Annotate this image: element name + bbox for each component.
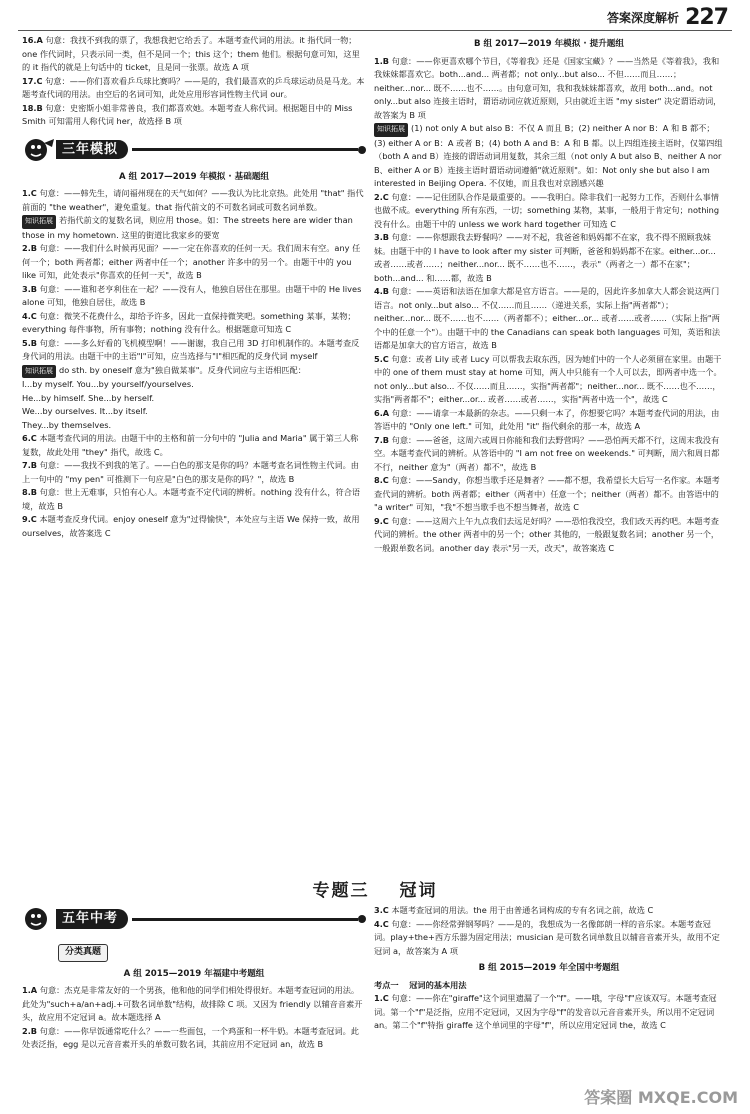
category-banner: 分类真题	[58, 944, 108, 962]
answer-item	[22, 187, 366, 214]
answer-item	[22, 1025, 366, 1052]
answer-text: We...by ourselves. It...by itself.	[22, 406, 148, 416]
answer-text: 本题考查代词的用法。由题干中的主格和前一分句中的 "Julia and Maria" 属于第三人称复数，故此处用 "they" 指代，故选 C。	[22, 433, 359, 457]
knowledge-tag: 知识拓展	[22, 215, 56, 229]
answer-item	[374, 474, 724, 515]
left-column	[22, 34, 366, 540]
left-mid-answers	[22, 187, 366, 540]
answer-item	[22, 102, 366, 129]
answer-text: 句意：——你早饭通常吃什么？——一些面包，一个鸡蛋和一杯牛奶。本题考查冠词。此处表泛指，egg 是以元音音素开头的单数可数名词，其前应用不定冠词 an，故选 B	[22, 1025, 359, 1049]
topic-number: 专题三	[312, 881, 370, 901]
banner-rule	[132, 148, 358, 151]
banner-label: 五年中考	[56, 909, 128, 929]
bottom-left-column	[22, 904, 366, 1052]
page-number: 227	[685, 4, 728, 30]
banner-label: 三年模拟	[56, 140, 128, 160]
question-number: 3.B	[374, 232, 390, 242]
page-header	[607, 6, 728, 28]
answer-text: 句意：史密斯小姐非常善良，我们都喜欢她。本题考查人称代词。根据题目中的 Miss Smith 可知需用人称代词 her，故选择 B 项	[22, 102, 353, 126]
answer-text: 本题考查反身代词。enjoy oneself 意为"过得愉快"，本处应与主语 We 保持一致，故用 ourselves，故答案选 C	[22, 514, 360, 538]
knowledge-note	[22, 364, 366, 379]
answer-item	[22, 486, 366, 513]
knowledge-tag: 知识拓展	[374, 123, 408, 137]
answer-text: 若指代前文的复数名词，则应用 those。如：The streets here are wider than those in my hometown. 这里的街道比我家乡的要宽	[22, 215, 353, 240]
left-top-answers	[22, 34, 366, 129]
national-group-title: B 组 2015—2019 年全国中考题组	[478, 963, 620, 973]
question-number: 6.C	[22, 433, 37, 443]
answer-item	[374, 407, 724, 434]
question-number: 5.C	[374, 353, 389, 364]
question-number: 1.B	[374, 55, 390, 66]
topic-heading	[0, 876, 750, 901]
banner-three-year	[22, 135, 366, 165]
knowledge-note	[374, 122, 724, 191]
answer-item	[22, 459, 366, 486]
fujian-group-title: A 组 2015—2019 年福建中考题组	[123, 968, 265, 979]
answer-text: 句意：——爸爸，这周六或周日你能和我们去野营吗？——恐怕两天都不行，这周末我没有空。本题考查代词的辨析。从答语中的 "I am not free on weekends." 可判断，周六和周日都不行，neither 意为"（两者）都不"，故选 B	[374, 434, 720, 472]
answer-text: 句意：——韩先生，请问福州现在的天气如何？——我认为比北京热。此处用 "that" 指代前面的 "the weather"，避免重复。that 指代前文的不可数名词或可数名词单数。	[22, 188, 364, 212]
answer-text: 句意：世上无难事，只怕有心人。本题考查不定代词的辨析。nothing 没有什么，符合语境，故选 B	[22, 487, 361, 511]
answer-text: They...by themselves.	[22, 419, 112, 430]
question-number: 9.C	[374, 515, 389, 526]
banner-five-year	[22, 904, 366, 934]
header-title: 答案深度解析	[607, 10, 680, 25]
answer-item	[22, 392, 366, 406]
mascot-icon	[22, 137, 56, 163]
question-number: 3.B	[22, 283, 38, 294]
question-number: 2.B	[22, 1025, 38, 1036]
answer-text: 句意：——记住团队合作是最重要的。——我明白。除非我们一起努力工作，否则什么事情也做不成。everything 所有东西，一切；something 某物，某事，一般用于肯定句；nothing 没有什么。由题干中的 unless we work hard together 可知选 C	[374, 191, 720, 229]
answer-item	[22, 75, 366, 102]
answer-item	[374, 515, 724, 556]
answer-text: I...by myself. You...by yourself/yourselves.	[22, 379, 194, 389]
answer-text: 句意：——谁和老亨利住在一起？——没有人，他独自居住在那里。由题干中的 He lives alone 可知，他独自居住，故选 B	[22, 283, 362, 307]
question-number: 7.B	[22, 460, 38, 470]
answer-text: 句意：——英语和法语在加拿大都是官方语言。——是的，因此许多加拿大人都会说这两门语言。not only...but also... 不仅……而且……（递进关系，实际上指"两者都"）；neither...nor... 既不……也不……（两者都不）；either...or... 或者……或者……（实际上指"两个中的任意一个"）。由题干中的 the Canadians can speak both languages 可知，英语和法语都是加拿大的官方语言，故选 B	[374, 286, 721, 350]
answer-item: 3.C 本题考查冠词的用法。the 用于由普通名词构成的专有名词之前，故选 C	[374, 905, 654, 915]
knowledge-note	[22, 214, 366, 242]
answer-item	[22, 242, 366, 283]
answer-text: 句意：——请拿一本最新的杂志。——只剩一本了，你想要它吗？本题考查代词的用法，由答语中的 "Only one left." 可知，此处用 "it" 指代剩余的那一本，故选 A	[374, 407, 720, 431]
answer-item	[22, 984, 366, 1025]
answer-text: 句意：——我们什么时候再见面？——一定在你喜欢的任何一天。我们周末有空。any 任何一个；both 两者都；either 两者中任一个；another 许多中的另一个。由题干中的 you like 可知，此处表示"你喜欢的任何一天"，故选 B	[22, 243, 361, 280]
answer-item	[22, 513, 366, 540]
answer-text: 句意：——多么好看的飞机模型啊！——谢谢，我自己用 3D 打印机制作的。本题考查反身代词的用法。由题干中的主语"I"可知，应当选择与"I"相匹配的反身代词 myself	[22, 337, 360, 361]
answer-item	[22, 432, 366, 459]
answer-text: 句意：——Sandy，你想当歌手还是舞者？——都不想，我希望长大后写一名作家。本题考查代词的辨析。both 两者都；either（两者中）任意一个；neither（两者）都不。由答语中的 "a writer" 可知，"我"不想当歌手也不想当舞者，故选 C	[374, 475, 720, 512]
answer-item	[22, 378, 366, 392]
answer-item	[374, 55, 724, 123]
answer-item	[22, 405, 366, 419]
group-a-title: A 组 2017—2019 年模拟 · 基础题组	[118, 171, 270, 182]
right-column	[374, 34, 724, 555]
answer-item: 1.C 句意：——你在"giraffe"这个词里遗漏了一个"f"。——哦，字母"f"应该双写。本题考查冠词。第一个"f"是泛指，应用不定冠词，又因为字母"f"的发音以元音音素开头，所以用不定冠词 an。第二个"f"特指 giraffe 这个单词里的字母"f"，所以应用定冠词 the，故选 C	[374, 993, 717, 1030]
answer-item	[374, 191, 724, 232]
answer-text: do sth. by oneself 意为"独自做某事"。反身代词应与主语相匹配：	[59, 364, 306, 375]
left-bottom-answers	[22, 984, 366, 1052]
question-number: 16.A	[22, 35, 43, 45]
answer-text: 句意：——这周六上午九点我们去远足好吗？——恐怕我没空，我们改天再约吧。本题考查代词的辨析。the other 两者中的另一个；other 其他的，一般跟复数名词；another 另一个，一般跟单数名词。another day 表示"另一天，改天"，故答案选 C	[374, 515, 720, 553]
answer-item	[22, 310, 366, 337]
answer-text: 句意：——你更喜欢哪个节目，《等着我》还是《国家宝藏》？——当然是《等着我》，我和我妹妹都喜欢它。both...and... 两者都；not only...but also... 不但……而且……；neither...nor... 既不……也不……。由句意可知，我和我妹妹都喜欢，故用 both...and。not only...but also 连接主语时，谓语动词应就近原则，只由就近主语 "my sister" 决定谓语动词，故答案为 B 项	[374, 55, 722, 120]
answer-text: (1) not only A but also B：不仅 A 而且 B；(2) neither A nor B：A 和 B 都不；(3) either A or B：A 或者 B；(4) both A and B：A 和 B 都。以上四组连接主语时，仅第四组（both A and B）连接的谓语动词用复数，其余三组（not only A but also B、neither A nor B、either A or B）连接主语时谓语动词遵循"就近原则"。如：Not only she but also I am interested in Beijing Opera. 不仅她，而且我也对京剧感兴趣	[374, 123, 723, 188]
answer-item	[374, 231, 724, 285]
question-number: 9.C	[22, 514, 37, 524]
answer-text: 句意：——你想跟我去野餐吗？——对不起，我爸爸和妈妈都不在家，我不得不照顾我妹妹。由题干中的 I have to look after my sister 可判断，爸爸和妈妈都不在家。either...or... 或者……或者……；neither...nor... 既不……也不……，表示"（两者之一）都不在家"；both...and... 和……都，故选 B	[374, 232, 716, 283]
answer-item	[374, 434, 724, 475]
question-number: 8.C	[374, 475, 389, 485]
question-number: 1.A	[22, 985, 38, 995]
question-number: 7.B	[374, 434, 390, 445]
group-b-title: B 组 2017—2019 年模拟 · 提升题组	[474, 39, 624, 49]
answer-text: 句意：微笑不花费什么，却给予许多，因此一直保持微笑吧。something 某事，某物；everything 每件事物，所有事物；nothing 没有什么。根据题意可知选 C	[22, 310, 356, 334]
question-number: 2.C	[374, 191, 389, 202]
mascot-icon	[22, 906, 56, 932]
question-number: 2.B	[22, 243, 38, 253]
question-number: 6.A	[374, 407, 390, 418]
answer-item	[374, 285, 724, 353]
answer-item: 4.C 句意：——你经常弹钢琴吗？——是的，我想成为一名像郎朗一样的音乐家。本题考查冠词。play+the+西方乐器为固定用法；musician 是可数名词单数且以辅音音素开头，故用不定冠词 a，故答案为 A 项	[374, 918, 720, 956]
answer-item	[22, 283, 366, 310]
right-top-answers	[374, 55, 724, 556]
answer-item	[22, 34, 366, 75]
answer-text: 句意：杰克是非常友好的一个男孩，他和他的同学们相处得很好。本题考查冠词的用法。此处为"such+a/an+adj.+可数名词单数"结构，故排除 C 项。又因为 friendly 以辅音音素开头，故应用不定冠词 a。故本题选择 A	[22, 985, 363, 1022]
question-number: 17.C	[22, 75, 43, 86]
topic-name: 冠词	[399, 881, 438, 901]
answer-item	[22, 419, 366, 433]
question-number: 5.B	[22, 337, 38, 348]
watermark: 答案圈 MXQE.COM	[584, 1088, 738, 1107]
question-number: 8.B	[22, 487, 38, 497]
bottom-right-column	[374, 904, 724, 1033]
banner-dot	[358, 146, 366, 154]
answer-text: 句意：或者 Lily 或者 Lucy 可以帮我去取东西，因为她们中的一个人必须留在家里。由题干中的 one of them must stay at home 可知，两人中只能有一个人可以去，即两者中选一个。not only...but also... 不仅……而且……，实指"两者都"；neither...nor... 既不……也不……，实指"两者都不"；either...or... 或者……或者……，实指"两者中选一个"，故选 C	[374, 353, 722, 404]
question-number: 18.B	[22, 102, 43, 113]
banner-dot	[358, 915, 366, 923]
question-number: 4.B	[374, 286, 390, 296]
question-number: 1.C	[22, 188, 37, 198]
question-number: 4.C	[22, 310, 37, 321]
answer-text: 句意：——我找不到我的笔了。——白色的那支是你的吗？本题考查名词性物主代词。由上一句中的 "my pen" 可推测下一句应是"白色的那支是你的吗？"，故选 B	[22, 460, 359, 484]
answer-text: He...by himself. She...by herself.	[22, 392, 155, 403]
answer-item	[22, 337, 366, 364]
kaodian-heading: 考点一 冠词的基本用法	[374, 979, 467, 990]
header-rule	[18, 30, 732, 31]
banner-rule	[132, 918, 358, 921]
answer-item	[374, 353, 724, 407]
knowledge-tag: 知识拓展	[22, 365, 56, 379]
answer-text: 句意：我找不到我的票了，我想我把它给丢了。本题考查代词的用法。it 指代同一物；one 作代词时，只表示同一类，但不是同一个；this 这个；them 他们。根据句意可知，这里的 it 指代的就是上句话中的 ticket，且是同一张票。故选 A 项	[22, 35, 360, 72]
answer-text: 句意：——你们喜欢看乒乓球比赛吗？——是的，我们最喜欢的乒乓球运动员是马龙。本题考查代词的用法。由空后的名词可知，此处应用形容词性物主代词 our。	[22, 75, 365, 99]
